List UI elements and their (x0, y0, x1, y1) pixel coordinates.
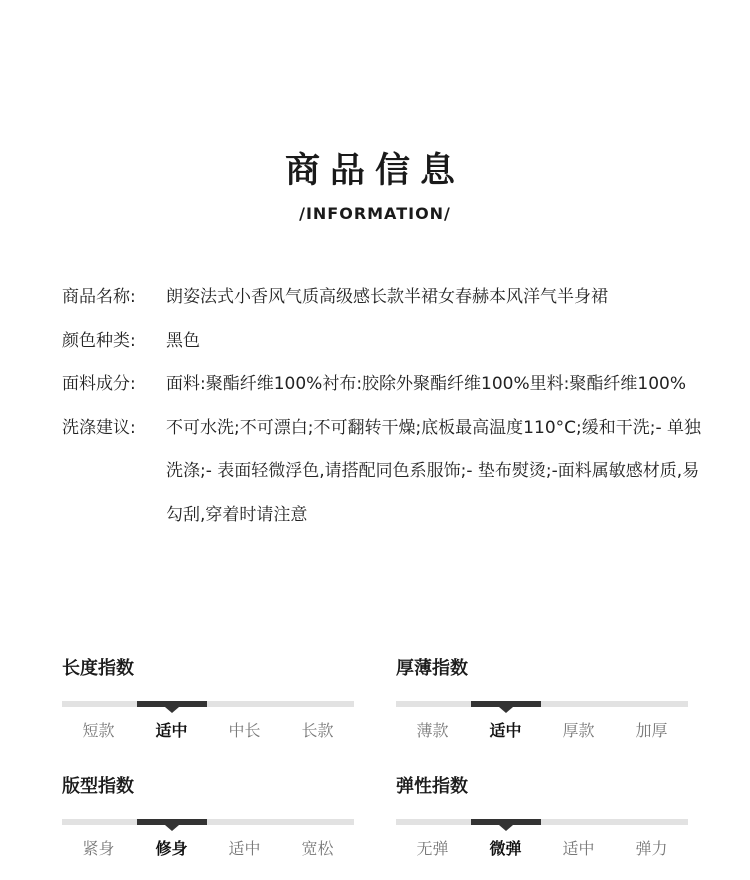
index-option: 中长 (228, 721, 261, 740)
info-row-color (62, 320, 702, 364)
info-value: 朗姿法式小香风气质高级感长款半裙女春赫本风洋气半身裙 (166, 287, 608, 307)
info-value: 面料:聚酯纤维100%衬布:胶除外聚酯纤维100%里料:聚酯纤维100% (166, 374, 686, 394)
index-fit (62, 774, 354, 860)
index-option: 厚款 (562, 721, 595, 740)
pointer-triangle-icon (165, 707, 179, 713)
info-row-care (62, 407, 702, 538)
index-option: 微弹 (489, 839, 522, 858)
info-value: 黑色 (166, 330, 200, 351)
index-options (396, 838, 688, 860)
index-title: 长度指数 (62, 658, 134, 679)
index-option: 无弹 (416, 839, 449, 858)
index-elasticity (396, 774, 688, 860)
index-options (62, 838, 354, 860)
index-option: 紧身 (82, 839, 115, 858)
info-row-material (62, 363, 702, 407)
index-track (396, 701, 688, 707)
info-value: 不可水洗;不可漂白;不可翻转干燥;底板最高温度110°C;缓和干洗;- 单独洗涤;- 表面轻微浮色,请搭配同色系服饰;- 垫布熨烫;-面料属敏感材质,易勾刮,穿着时请注意 (166, 417, 701, 525)
index-option: 宽松 (301, 839, 334, 858)
index-option: 修身 (155, 839, 188, 858)
page-title: 商品信息 (284, 151, 465, 191)
index-option: 适中 (155, 721, 188, 740)
info-label: 洗涤建议: (62, 417, 136, 438)
info-label: 面料成分: (62, 374, 136, 394)
index-title: 版型指数 (62, 776, 134, 797)
pointer-triangle-icon (165, 825, 179, 831)
index-track (62, 701, 354, 707)
pointer-triangle-icon (499, 707, 513, 713)
index-option: 短款 (82, 721, 115, 740)
index-option: 薄款 (416, 721, 449, 740)
index-option: 适中 (489, 721, 522, 740)
index-selected-marker (137, 819, 207, 825)
product-info (62, 276, 702, 537)
info-label: 商品名称: (62, 287, 136, 307)
index-selected-marker (471, 701, 541, 707)
index-options (396, 720, 688, 742)
index-selected-marker (137, 701, 207, 707)
pointer-triangle-icon (499, 825, 513, 831)
index-option: 加厚 (635, 721, 668, 740)
index-track (62, 819, 354, 825)
index-option: 弹力 (635, 839, 668, 858)
index-option: 长款 (301, 721, 334, 740)
index-option: 适中 (228, 839, 261, 858)
index-thickness (396, 656, 688, 742)
page-subtitle: /INFORMATION/ (299, 204, 451, 223)
index-title: 弹性指数 (396, 776, 468, 797)
index-length (62, 656, 354, 742)
info-row-name (62, 276, 702, 320)
index-title: 厚薄指数 (396, 658, 468, 679)
index-options (62, 720, 354, 742)
info-label: 颜色种类: (62, 330, 136, 351)
index-selected-marker (471, 819, 541, 825)
index-option: 适中 (562, 839, 595, 858)
index-track (396, 819, 688, 825)
